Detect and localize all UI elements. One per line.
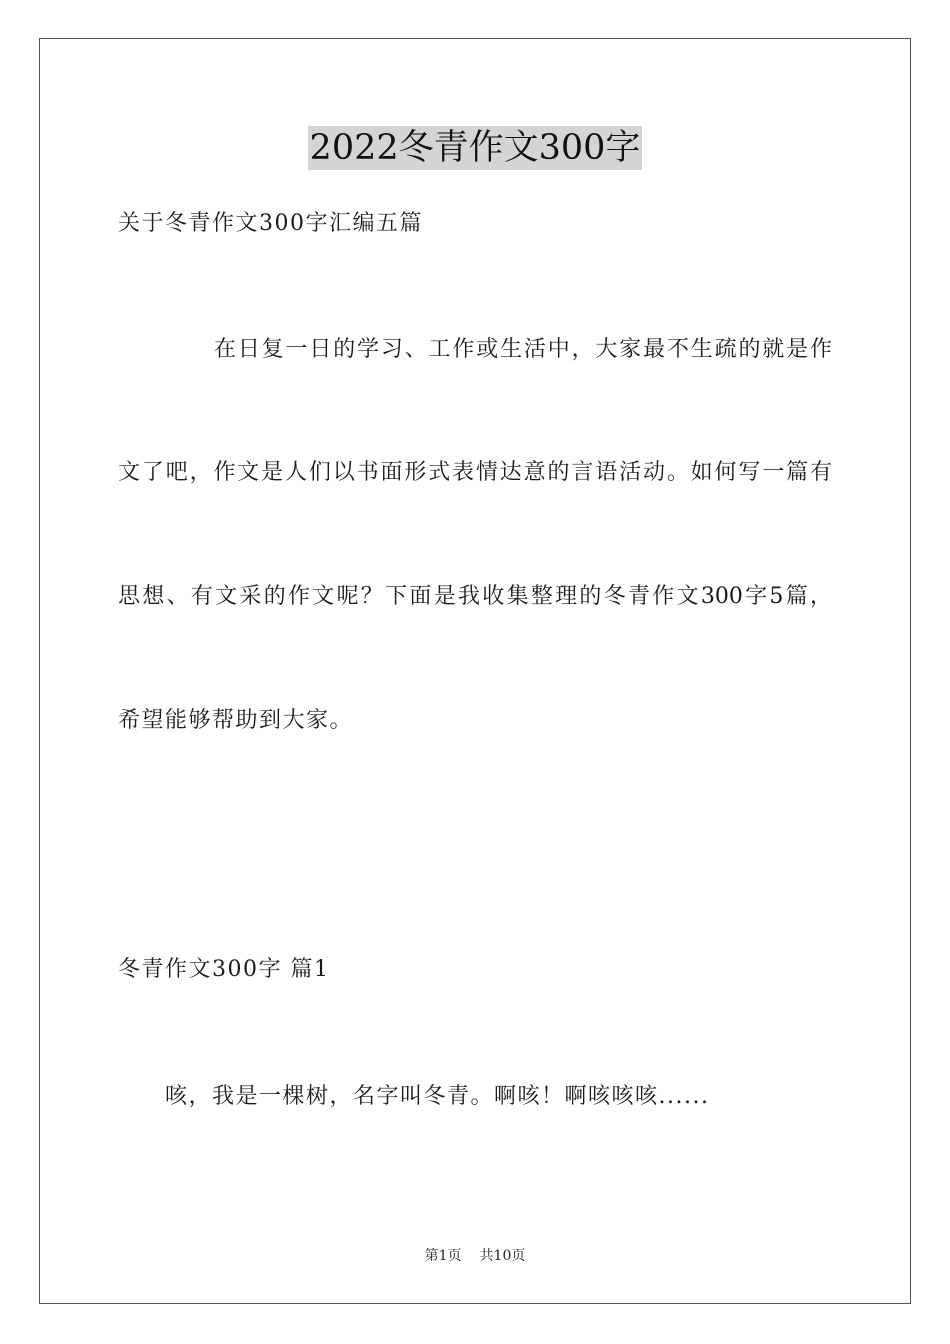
page-total: 共10页	[479, 1248, 526, 1264]
document-title: 2022冬青作文300字	[309, 128, 641, 168]
document-subtitle: 关于冬青作文300字汇编五篇	[118, 211, 423, 236]
intro-paragraph-line-2: 文了吧，作文是人们以书面形式表情达意的言语活动。如何写一篇有	[118, 460, 832, 485]
intro-paragraph-line-1: 在日复一日的学习、工作或生活中，大家最不生疏的就是作	[214, 337, 832, 362]
intro-paragraph-line-3: 思想、有文采的作文呢？下面是我收集整理的冬青作文300字5篇，	[118, 584, 832, 609]
page-footer	[0, 1246, 950, 1266]
section-first-line: 咳，我是一棵树，名字叫冬青。啊咳！啊咳咳咳......	[165, 1084, 710, 1109]
page-number: 第1页	[424, 1248, 462, 1264]
title-container	[0, 126, 950, 170]
section-heading: 冬青作文300字 篇1	[118, 957, 330, 982]
intro-paragraph-line-4: 希望能够帮助到大家。	[118, 708, 354, 733]
